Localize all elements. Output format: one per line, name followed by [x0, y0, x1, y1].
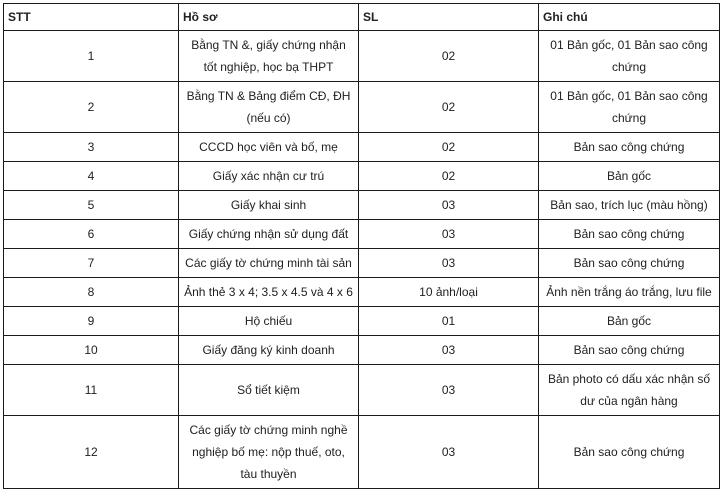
table-row: [4, 162, 720, 191]
header-sl: SL: [359, 4, 539, 31]
cell-sl: 01: [359, 307, 539, 336]
cell-ghi-chu: Bản gốc: [539, 307, 720, 336]
cell-ghi-chu: Bản sao công chứng: [539, 416, 720, 489]
cell-ho-so: Hộ chiếu: [179, 307, 359, 336]
cell-ghi-chu: 01 Bản gốc, 01 Bản sao công chứng: [539, 82, 720, 133]
table-row: [4, 307, 720, 336]
cell-stt: 10: [4, 336, 179, 365]
cell-ho-so: Ảnh thẻ 3 x 4; 3.5 x 4.5 và 4 x 6: [179, 278, 359, 307]
cell-sl: 02: [359, 162, 539, 191]
header-row: [4, 4, 720, 31]
cell-ghi-chu: Bản sao công chứng: [539, 133, 720, 162]
table-row: [4, 336, 720, 365]
table-body: [4, 31, 720, 489]
cell-stt: 12: [4, 416, 179, 489]
cell-sl: 03: [359, 336, 539, 365]
document-table-container: [3, 3, 720, 489]
cell-ho-so: Các giấy tờ chứng minh nghề nghiệp bố mẹ: nộp thuế, oto, tàu thuyền: [179, 416, 359, 489]
table-row: [4, 365, 720, 416]
table-row: [4, 416, 720, 489]
cell-ho-so: Các giấy tờ chứng minh tài sản: [179, 249, 359, 278]
table-row: [4, 249, 720, 278]
cell-ghi-chu: Ảnh nền trắng áo trắng, lưu file: [539, 278, 720, 307]
cell-ho-so: Bằng TN &, giấy chứng nhận tốt nghiệp, học bạ THPT: [179, 31, 359, 82]
cell-stt: 11: [4, 365, 179, 416]
cell-stt: 4: [4, 162, 179, 191]
cell-ho-so: Bằng TN & Bảng điểm CĐ, ĐH (nếu có): [179, 82, 359, 133]
cell-ghi-chu: Bản sao, trích lục (màu hồng): [539, 191, 720, 220]
cell-sl: 02: [359, 82, 539, 133]
cell-stt: 5: [4, 191, 179, 220]
header-stt: STT: [4, 4, 179, 31]
table-row: [4, 31, 720, 82]
cell-ghi-chu: 01 Bản gốc, 01 Bản sao công chứng: [539, 31, 720, 82]
cell-sl: 02: [359, 31, 539, 82]
cell-sl: 10 ảnh/loại: [359, 278, 539, 307]
cell-stt: 9: [4, 307, 179, 336]
cell-sl: 03: [359, 220, 539, 249]
table-row: [4, 82, 720, 133]
cell-ho-so: CCCD học viên và bố, mẹ: [179, 133, 359, 162]
cell-ho-so: Giấy khai sinh: [179, 191, 359, 220]
cell-stt: 2: [4, 82, 179, 133]
cell-ghi-chu: Bản sao công chứng: [539, 220, 720, 249]
table-header: [4, 4, 720, 31]
header-ho-so: Hồ sơ: [179, 4, 359, 31]
header-ghi-chu: Ghi chú: [539, 4, 720, 31]
cell-stt: 1: [4, 31, 179, 82]
cell-ghi-chu: Bản sao công chứng: [539, 336, 720, 365]
cell-ho-so: Giấy chứng nhận sử dụng đất: [179, 220, 359, 249]
cell-ghi-chu: Bản sao công chứng: [539, 249, 720, 278]
cell-ho-so: Giấy xác nhận cư trú: [179, 162, 359, 191]
cell-sl: 03: [359, 191, 539, 220]
cell-ghi-chu: Bản photo có dấu xác nhận số dư của ngân hàng: [539, 365, 720, 416]
table-row: [4, 278, 720, 307]
cell-sl: 02: [359, 133, 539, 162]
cell-sl: 03: [359, 365, 539, 416]
cell-stt: 3: [4, 133, 179, 162]
documents-table: [3, 3, 720, 489]
cell-stt: 7: [4, 249, 179, 278]
cell-ghi-chu: Bản gốc: [539, 162, 720, 191]
cell-ho-so: Sổ tiết kiệm: [179, 365, 359, 416]
table-row: [4, 133, 720, 162]
cell-ho-so: Giấy đăng ký kinh doanh: [179, 336, 359, 365]
cell-stt: 6: [4, 220, 179, 249]
cell-sl: 03: [359, 249, 539, 278]
table-row: [4, 220, 720, 249]
cell-stt: 8: [4, 278, 179, 307]
table-row: [4, 191, 720, 220]
cell-sl: 03: [359, 416, 539, 489]
